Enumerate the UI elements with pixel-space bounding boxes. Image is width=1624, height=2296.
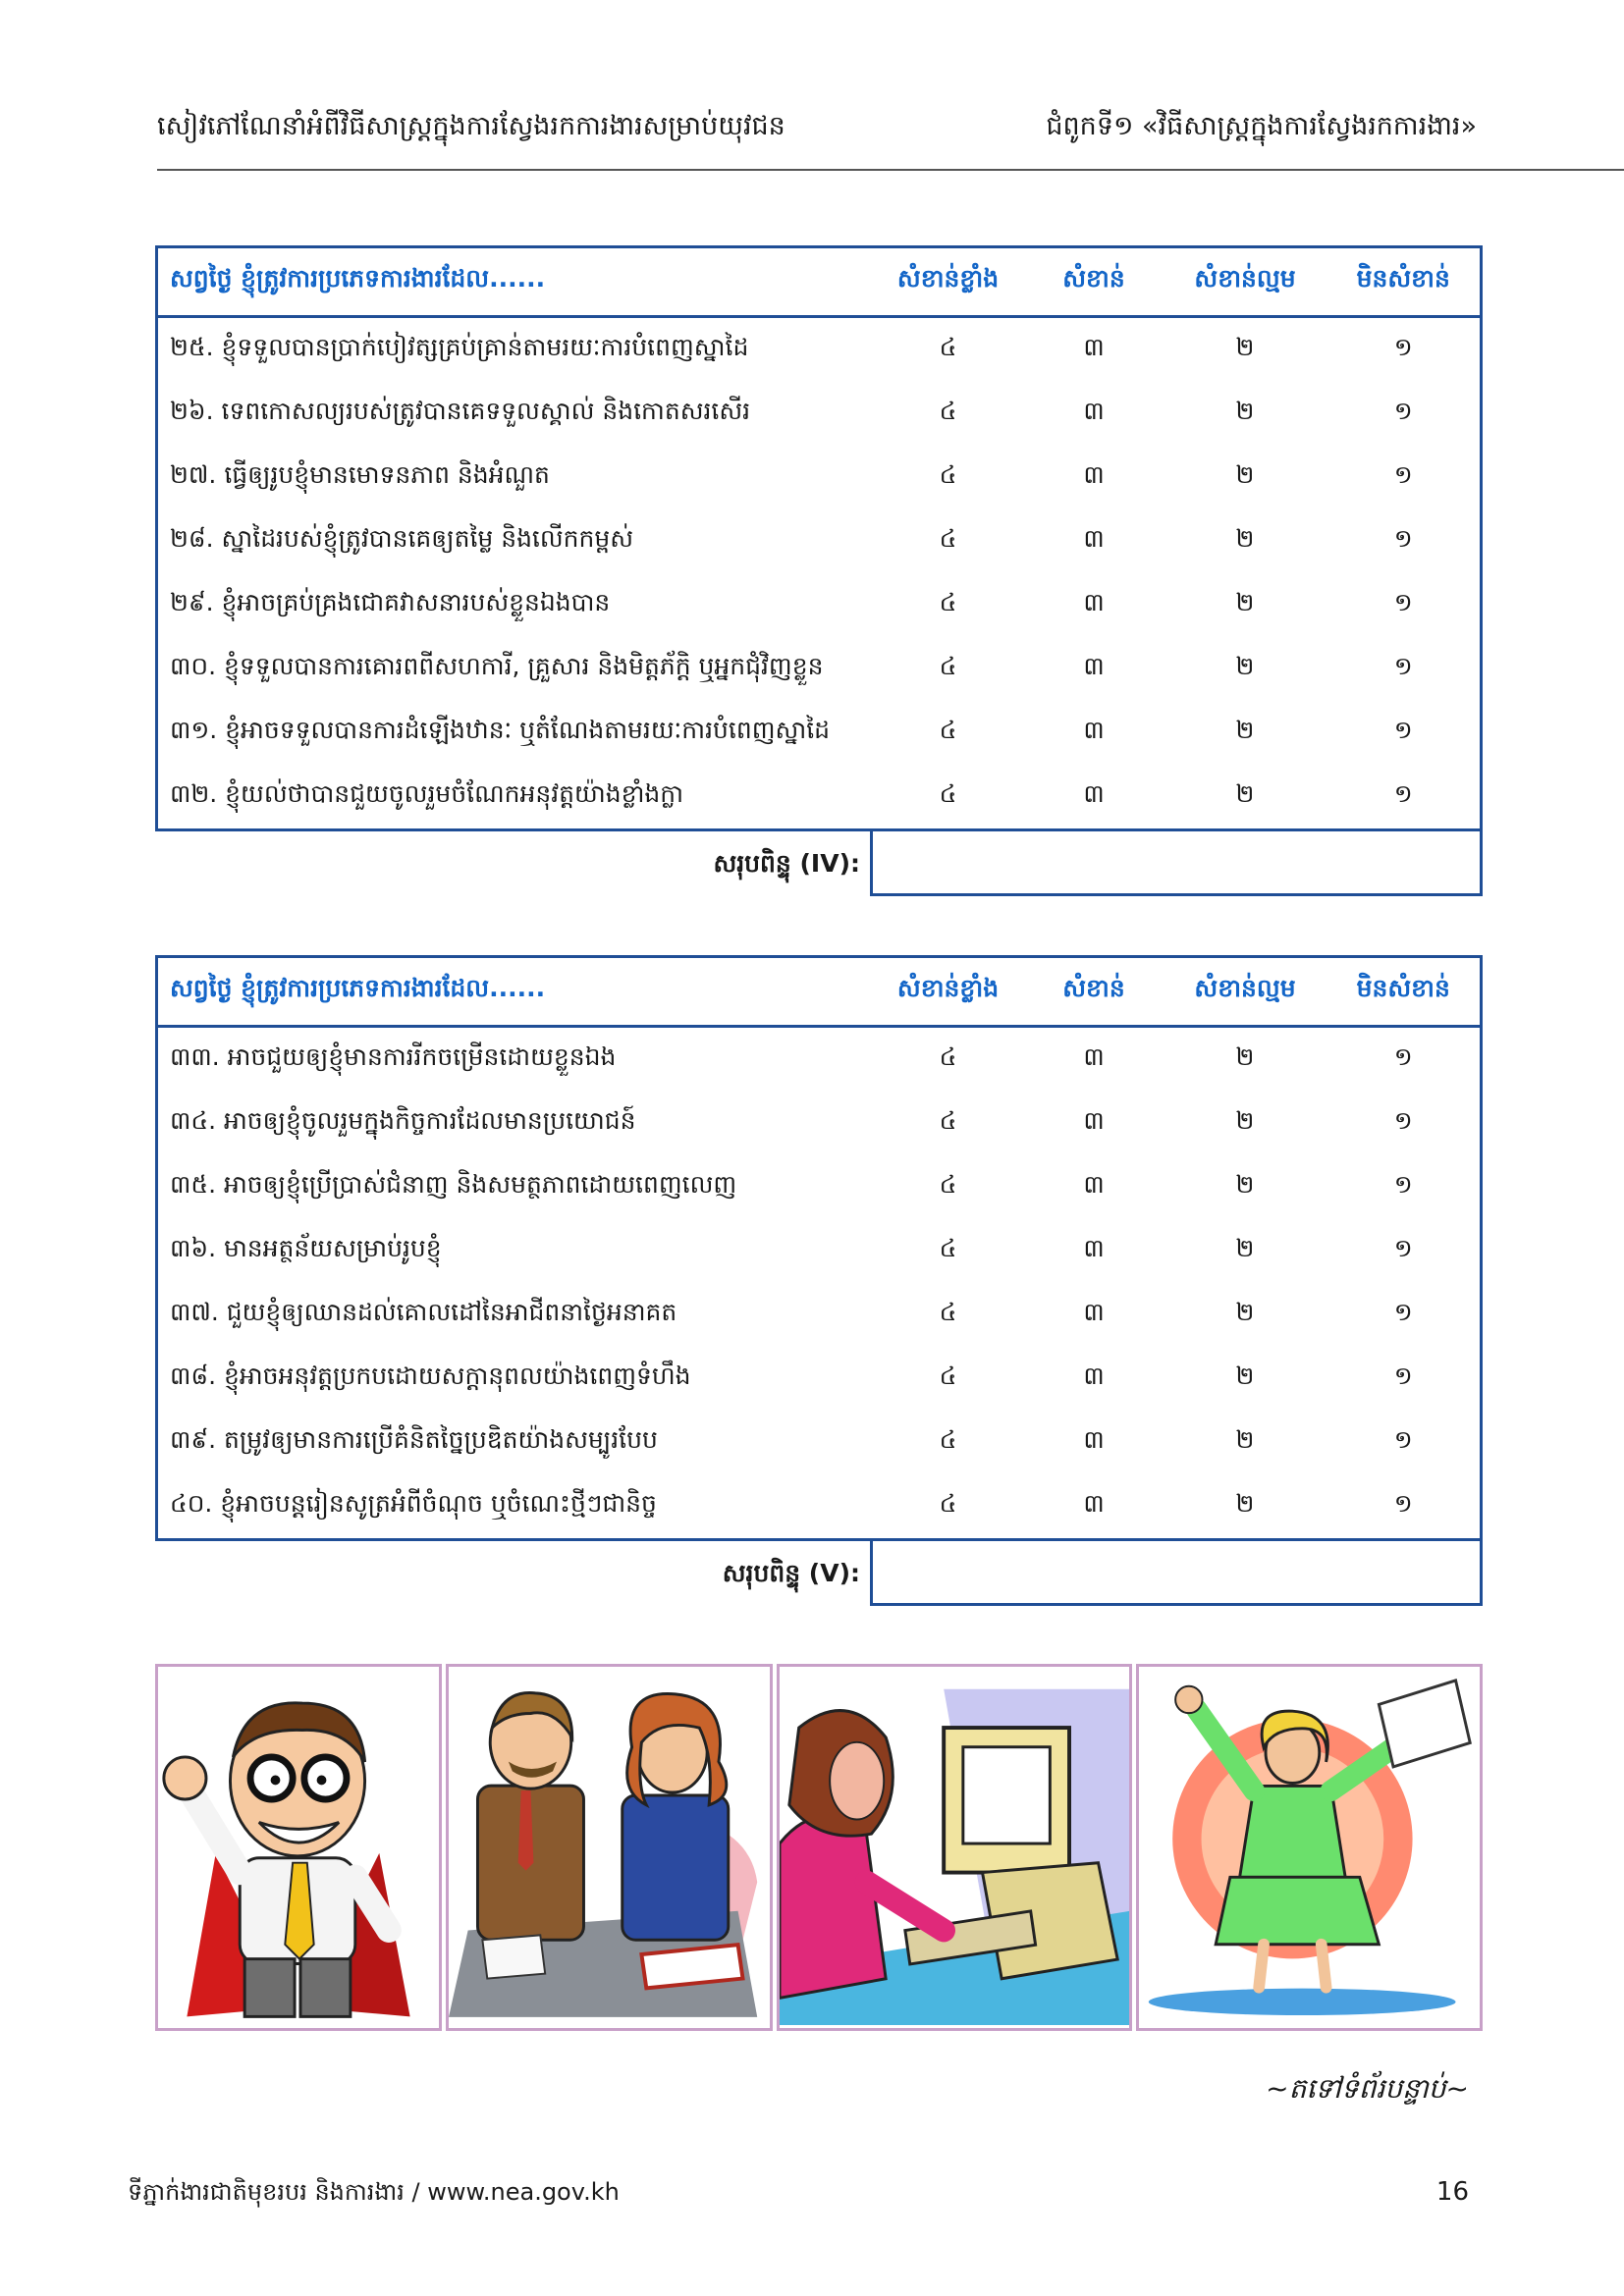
score-1[interactable]: ១ [1327,1283,1482,1347]
table-row [157,637,1482,701]
header-chapter: ជំពូកទី១ «វិធីសាស្ត្រក្នុងការស្វែងរកការងារ» [1046,111,1477,141]
table-row [157,446,1482,509]
celebrating-woman-illustration [1136,1664,1483,2031]
table-row [157,1027,1482,1093]
table-row [157,1092,1482,1155]
score-4[interactable]: ៤ [939,1297,957,1326]
total-row [155,831,1483,896]
score-4[interactable]: ៤ [939,523,957,553]
score-1[interactable]: ១ [1327,1347,1482,1411]
table-row [157,573,1482,637]
score-3[interactable]: ៣ [1083,1041,1105,1071]
score-2[interactable]: ២ [1164,765,1327,830]
survey-table-1 [155,245,1483,896]
illustration-strip [155,1664,1483,2031]
header-divider [157,169,1624,171]
score-3[interactable]: ៣ [1083,523,1105,553]
score-1[interactable]: ១ [1327,1092,1482,1155]
score-1[interactable]: ១ [1327,446,1482,509]
footer-agency: ទីភ្នាក់ងារជាតិមុខរបរ និងការងារ / www.nea.gov.kh [128,2178,620,2206]
computer-user-illustration [777,1664,1132,2031]
score-2[interactable]: ២ [1235,651,1255,680]
score-4[interactable]: ៤ [939,587,957,616]
table-header [157,957,1482,1027]
score-3[interactable]: ៣ [1083,1361,1105,1390]
score-2[interactable]: ២ [1235,332,1255,361]
score-4[interactable]: ៤ [939,459,957,489]
score-2[interactable]: ២ [1235,587,1255,616]
score-2[interactable]: ២ [1235,396,1255,425]
question-text: ៣៧. ជួយខ្ញុំឲ្យឈានដល់គោលដៅនៃអាជីពនាថ្ងៃអនាគត [157,1283,872,1347]
column-important: សំខាន់ [1025,957,1164,1027]
total-row [155,1541,1483,1606]
score-1[interactable]: ១ [1327,1027,1482,1093]
table-row [157,1283,1482,1347]
column-moderately-important: សំខាន់ល្មម [1164,247,1327,317]
table-row [157,765,1482,830]
table-row [157,701,1482,765]
score-3[interactable]: ៣ [1083,332,1105,361]
score-3[interactable]: ៣ [1083,715,1105,744]
score-3[interactable]: ៣ [1083,1297,1105,1326]
table-row [157,1474,1482,1540]
score-2[interactable]: ២ [1235,1233,1255,1262]
score-4[interactable]: ៤ [872,765,1025,830]
header-title: សៀវភៅណែនាំអំពីវិធីសាស្ត្រក្នុងការស្វែងរកការងារសម្រាប់យុវជន [157,111,785,141]
column-not-important: មិនសំខាន់ [1327,247,1482,317]
question-text: ២៨. ស្នាដៃរបស់ខ្ញុំត្រូវបានគេឲ្យតម្លៃ និងលើកកម្ពស់ [157,509,872,573]
score-4[interactable]: ៤ [939,1169,957,1199]
superhero-businessman-illustration [155,1664,442,2031]
total-score-input[interactable] [870,831,1483,896]
score-1[interactable]: ១ [1327,509,1482,573]
score-4[interactable]: ៤ [939,1424,957,1454]
score-1[interactable]: ១ [1327,1219,1482,1283]
score-4[interactable]: ៤ [939,1041,957,1071]
score-4[interactable]: ៤ [939,332,957,361]
question-text: ៣៩. តម្រូវឲ្យមានការប្រើគំនិតច្នៃប្រឌិតយ៉ាងសម្បូរបែប [157,1411,872,1474]
score-3[interactable]: ៣ [1083,396,1105,425]
score-2[interactable]: ២ [1235,459,1255,489]
question-text: ២៩. ខ្ញុំអាចគ្រប់គ្រងជោគវាសនារបស់ខ្លួនឯងបាន [157,573,872,637]
business-meeting-illustration [446,1664,773,2031]
table-row [157,1155,1482,1219]
question-text: ៣៥. អាចឲ្យខ្ញុំប្រើប្រាស់ជំនាញ និងសមត្ថភាពដោយពេញលេញ [157,1155,872,1219]
column-very-important: សំខាន់ខ្លាំង [872,247,1025,317]
score-2[interactable]: ២ [1235,1105,1255,1135]
column-important: សំខាន់ [1025,247,1164,317]
score-1[interactable]: ១ [1327,701,1482,765]
score-4[interactable]: ៤ [872,1474,1025,1540]
score-3[interactable]: ៣ [1083,1105,1105,1135]
question-text: ៣៣. អាចជួយឲ្យខ្ញុំមានការរីកចម្រើនដោយខ្លួនឯង [157,1027,872,1093]
score-3[interactable]: ៣ [1083,651,1105,680]
score-2[interactable]: ២ [1235,523,1255,553]
table-row [157,1219,1482,1283]
score-1[interactable]: ១ [1327,573,1482,637]
question-text: ៣៨. ខ្ញុំអាចអនុវត្តប្រកបដោយសក្តានុពលយ៉ាងពេញទំហឹង [157,1347,872,1411]
score-2[interactable]: ២ [1164,1474,1327,1540]
total-label: សរុបពិន្ទុ (V): [722,1559,860,1587]
table-row [157,382,1482,446]
question-text: ៣៤. អាចឲ្យខ្ញុំចូលរួមក្នុងកិច្ចការដែលមានប្រយោជន៍ [157,1092,872,1155]
score-1[interactable]: ១ [1327,637,1482,701]
score-1[interactable]: ១ [1327,1474,1482,1540]
column-question: សព្វថ្ងៃ ខ្ញុំត្រូវការប្រភេទការងារដែល...... [157,247,872,317]
column-question: សព្វថ្ងៃ ខ្ញុំត្រូវការប្រភេទការងារដែល...... [157,957,872,1027]
score-1[interactable]: ១ [1327,382,1482,446]
score-4[interactable]: ៤ [939,715,957,744]
column-very-important: សំខាន់ខ្លាំង [872,957,1025,1027]
score-2[interactable]: ២ [1235,1361,1255,1390]
total-score-input[interactable] [870,1541,1483,1606]
column-not-important: មិនសំខាន់ [1327,957,1482,1027]
score-3[interactable]: ៣ [1083,1233,1105,1262]
score-2[interactable]: ២ [1235,1169,1255,1199]
score-1[interactable]: ១ [1327,1155,1482,1219]
question-text: ៣៦. មានអត្ថន័យសម្រាប់រូបខ្ញុំ [157,1219,872,1283]
score-1[interactable]: ១ [1327,765,1482,830]
score-4[interactable]: ៤ [939,1361,957,1390]
continue-next-page-note: ~តទៅទំព័របន្ទាប់~ [1266,2072,1469,2105]
total-label: សរុបពិន្ទុ (IV): [713,849,860,878]
question-text: ៣២. ខ្ញុំយល់ថាបានជួយចូលរួមចំណែកអនុវត្តយ៉ាងខ្លាំងក្លា [157,765,872,830]
question-text: ២៦. ទេពកោសល្យរបស់ត្រូវបានគេទទួលស្គាល់ និងកោតសរសើរ [157,382,872,446]
survey-table-2 [155,955,1483,1606]
score-3[interactable]: ៣ [1083,587,1105,616]
score-3[interactable]: ៣ [1083,1424,1105,1454]
question-text: ៤០. ខ្ញុំអាចបន្តរៀនសូត្រអំពីចំណុច ឬចំណេះថ្មីៗជានិច្ច [157,1474,872,1540]
score-2[interactable]: ២ [1235,1041,1255,1071]
score-4[interactable]: ៤ [939,1105,957,1135]
score-3[interactable]: ៣ [1025,765,1164,830]
score-1[interactable]: ១ [1327,1411,1482,1474]
question-text: ២៥. ខ្ញុំទទួលបានប្រាក់បៀវត្សគ្រប់គ្រាន់តាមរយៈការបំពេញស្នាដៃ [157,317,872,383]
page-number: 16 [1435,2177,1469,2207]
table-row [157,1347,1482,1411]
score-1[interactable]: ១ [1327,317,1482,383]
table-row [157,509,1482,573]
score-4[interactable]: ៤ [939,651,957,680]
column-moderately-important: សំខាន់ល្មម [1164,957,1327,1027]
question-text: ២៧. ធ្វើឲ្យរូបខ្ញុំមានមោទនភាព និងអំណួត [157,446,872,509]
table-header [157,247,1482,317]
table-row [157,317,1482,383]
score-3[interactable]: ៣ [1025,1474,1164,1540]
score-2[interactable]: ២ [1235,1297,1255,1326]
score-3[interactable]: ៣ [1083,1169,1105,1199]
table-row [157,1411,1482,1474]
score-4[interactable]: ៤ [939,396,957,425]
question-text: ៣០. ខ្ញុំទទួលបានការគោរពពីសហការី, គ្រួសារ និងមិត្តភ័ក្តិ ឬអ្នកជុំវិញខ្លួន [157,637,872,701]
score-3[interactable]: ៣ [1083,459,1105,489]
score-2[interactable]: ២ [1235,1424,1255,1454]
score-2[interactable]: ២ [1235,715,1255,744]
score-4[interactable]: ៤ [939,1233,957,1262]
question-text: ៣១. ខ្ញុំអាចទទួលបានការដំឡើងឋានៈ ឬតំណែងតាមរយៈការបំពេញស្នាដៃ [157,701,872,765]
